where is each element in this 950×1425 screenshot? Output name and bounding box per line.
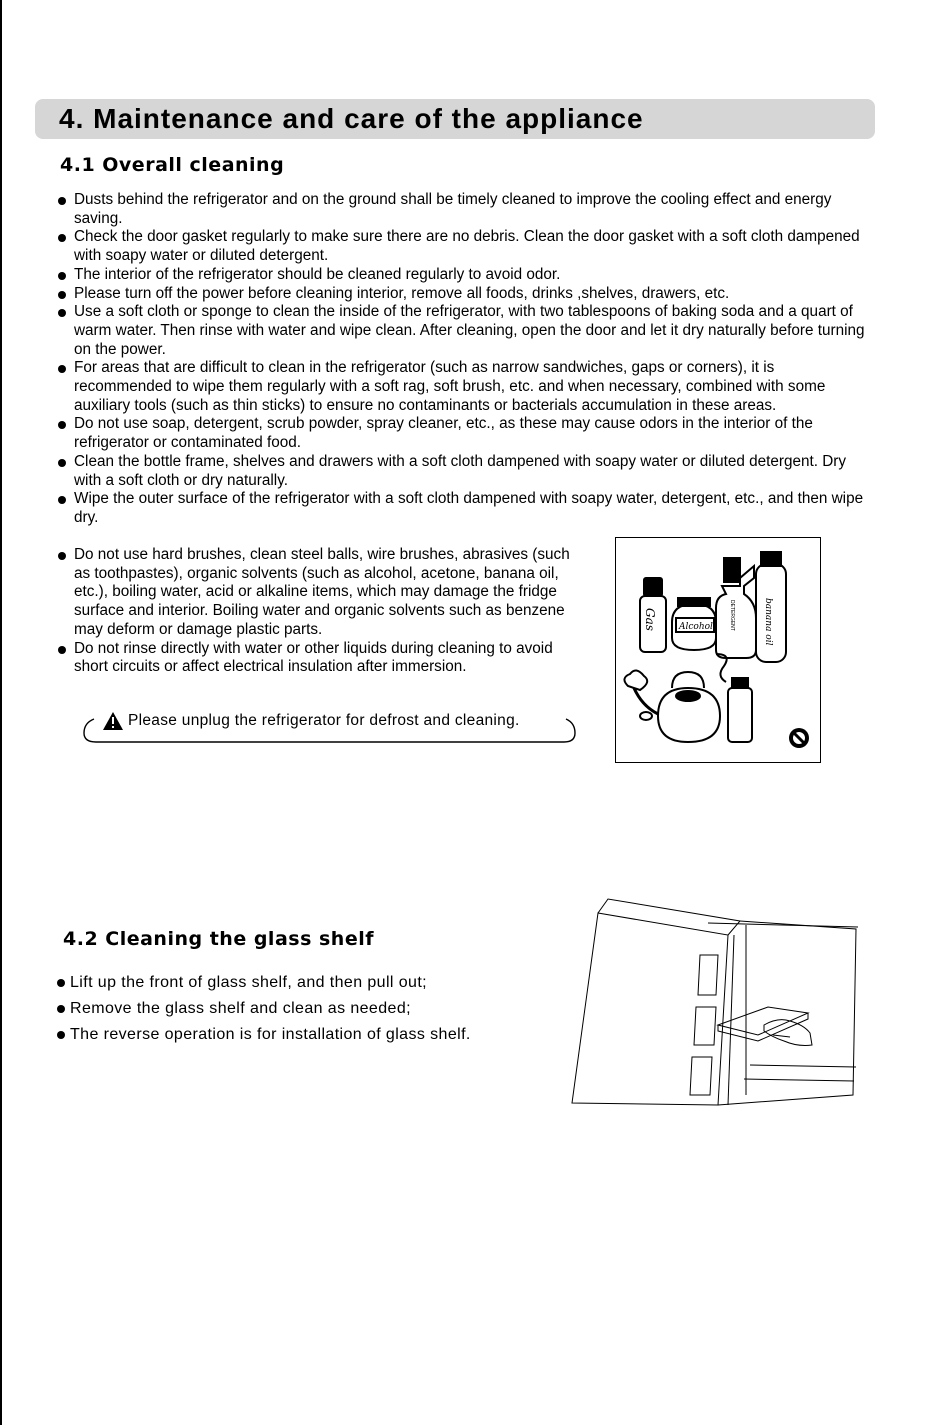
- section-banner: [35, 99, 875, 139]
- list-item: Do not use soap, detergent, scrub powder, spray cleaner, etc., as these may cause odors in the interior of the refrigerator or contaminated food.: [56, 415, 866, 452]
- bullet-icon: [58, 552, 66, 560]
- subsection-title-glass-shelf: 4.2 Cleaning the glass shelf: [63, 928, 374, 950]
- gas-label: Gas: [643, 608, 657, 631]
- bullet-icon: [57, 979, 65, 987]
- list-item: Lift up the front of glass shelf, and then pull out;: [56, 970, 471, 996]
- prohibited-cleaners-drawing: [616, 538, 820, 762]
- bullet-icon: [58, 421, 66, 429]
- fridge-left-door: [572, 913, 728, 1105]
- glass-shelf-removal-illustration: [568, 895, 858, 1125]
- list-item: The interior of the refrigerator should be cleaned regularly to avoid odor.: [56, 266, 866, 285]
- list-item: Do not use hard brushes, clean steel balls, wire brushes, abrasives (such as toothpastes), organic solvents (such as alcohol, acetone, banana oil, etc.), boiling water, acid or alkaline items, which may damage the fridge surface and interior. Boiling water and organic solvents such as benzene may deform or damage plastic parts.: [56, 546, 586, 640]
- bullet-icon: [58, 365, 66, 373]
- warning-text: Please unplug the refrigerator for defrost and cleaning.: [128, 712, 520, 729]
- overall-cleaning-list-cautions: [56, 546, 586, 677]
- cleaning-agents-illustration: [615, 537, 821, 763]
- list-item: Check the door gasket regularly to make sure there are no debris. Clean the door gasket with a soft cloth dampened with soapy water or diluted detergent.: [56, 228, 866, 265]
- bullet-icon: [58, 291, 66, 299]
- bullet-icon: [57, 1005, 65, 1013]
- bullet-icon: [58, 272, 66, 280]
- small-bottle: [728, 688, 752, 742]
- bullet-icon: [58, 234, 66, 242]
- bullet-icon: [57, 1031, 65, 1039]
- list-item: The reverse operation is for installation of glass shelf.: [56, 1022, 471, 1048]
- overall-cleaning-list: [56, 191, 866, 528]
- subsection-title-overall-cleaning: 4.1 Overall cleaning: [60, 154, 285, 176]
- list-item: Please turn off the power before cleaning interior, remove all foods, drinks ,shelves, drawers, etc.: [56, 285, 866, 304]
- list-item: Remove the glass shelf and clean as needed;: [56, 996, 471, 1022]
- list-item: Do not rinse directly with water or other liquids during cleaning to avoid short circuits or affect electrical insulation after immersion.: [56, 640, 586, 677]
- bullet-icon: [58, 496, 66, 504]
- bullet-icon: [58, 646, 66, 654]
- list-item: Use a soft cloth or sponge to clean the inside of the refrigerator, with two tablespoons of baking soda and a quart of warm water. Then rinse with water and wipe clean. After cleaning, open the door and let it dry naturally before turning on the power.: [56, 303, 866, 359]
- list-item: Clean the bottle frame, shelves and drawers with a soft cloth dampened with soapy water or diluted detergent. Dry with a soft cloth or dry naturally.: [56, 453, 866, 490]
- bullet-icon: [58, 197, 66, 205]
- bullet-icon: [58, 459, 66, 467]
- list-item: Wipe the outer surface of the refrigerator with a soft cloth dampened with soapy water, detergent, etc., and then wipe dry.: [56, 490, 866, 527]
- list-item: For areas that are difficult to clean in the refrigerator (such as narrow sandwiches, gaps or corners), it is recommended to wipe them regularly with a soft rag, soft brush, etc. and when necessary, combined with some auxiliary tools (such as thin sticks) to ensure no contaminants or bacterials accumulation in these areas.: [56, 359, 866, 415]
- page-left-border: [0, 0, 2, 1425]
- prohibited-icon: [789, 728, 809, 748]
- detergent-label: DETERGENT: [729, 600, 735, 631]
- section-title: 4. Maintenance and care of the appliance: [59, 103, 644, 134]
- glass-shelf-steps-list: [56, 970, 471, 1048]
- list-item: Dusts behind the refrigerator and on the ground shall be timely cleaned to improve the cooling effect and energy saving.: [56, 191, 866, 228]
- unplug-warning-note: [82, 709, 576, 743]
- bullet-icon: [58, 309, 66, 317]
- warning-triangle-icon: [102, 711, 124, 731]
- alcohol-label: Alcohol: [679, 622, 713, 632]
- banana-oil-label: banana oil: [763, 598, 773, 646]
